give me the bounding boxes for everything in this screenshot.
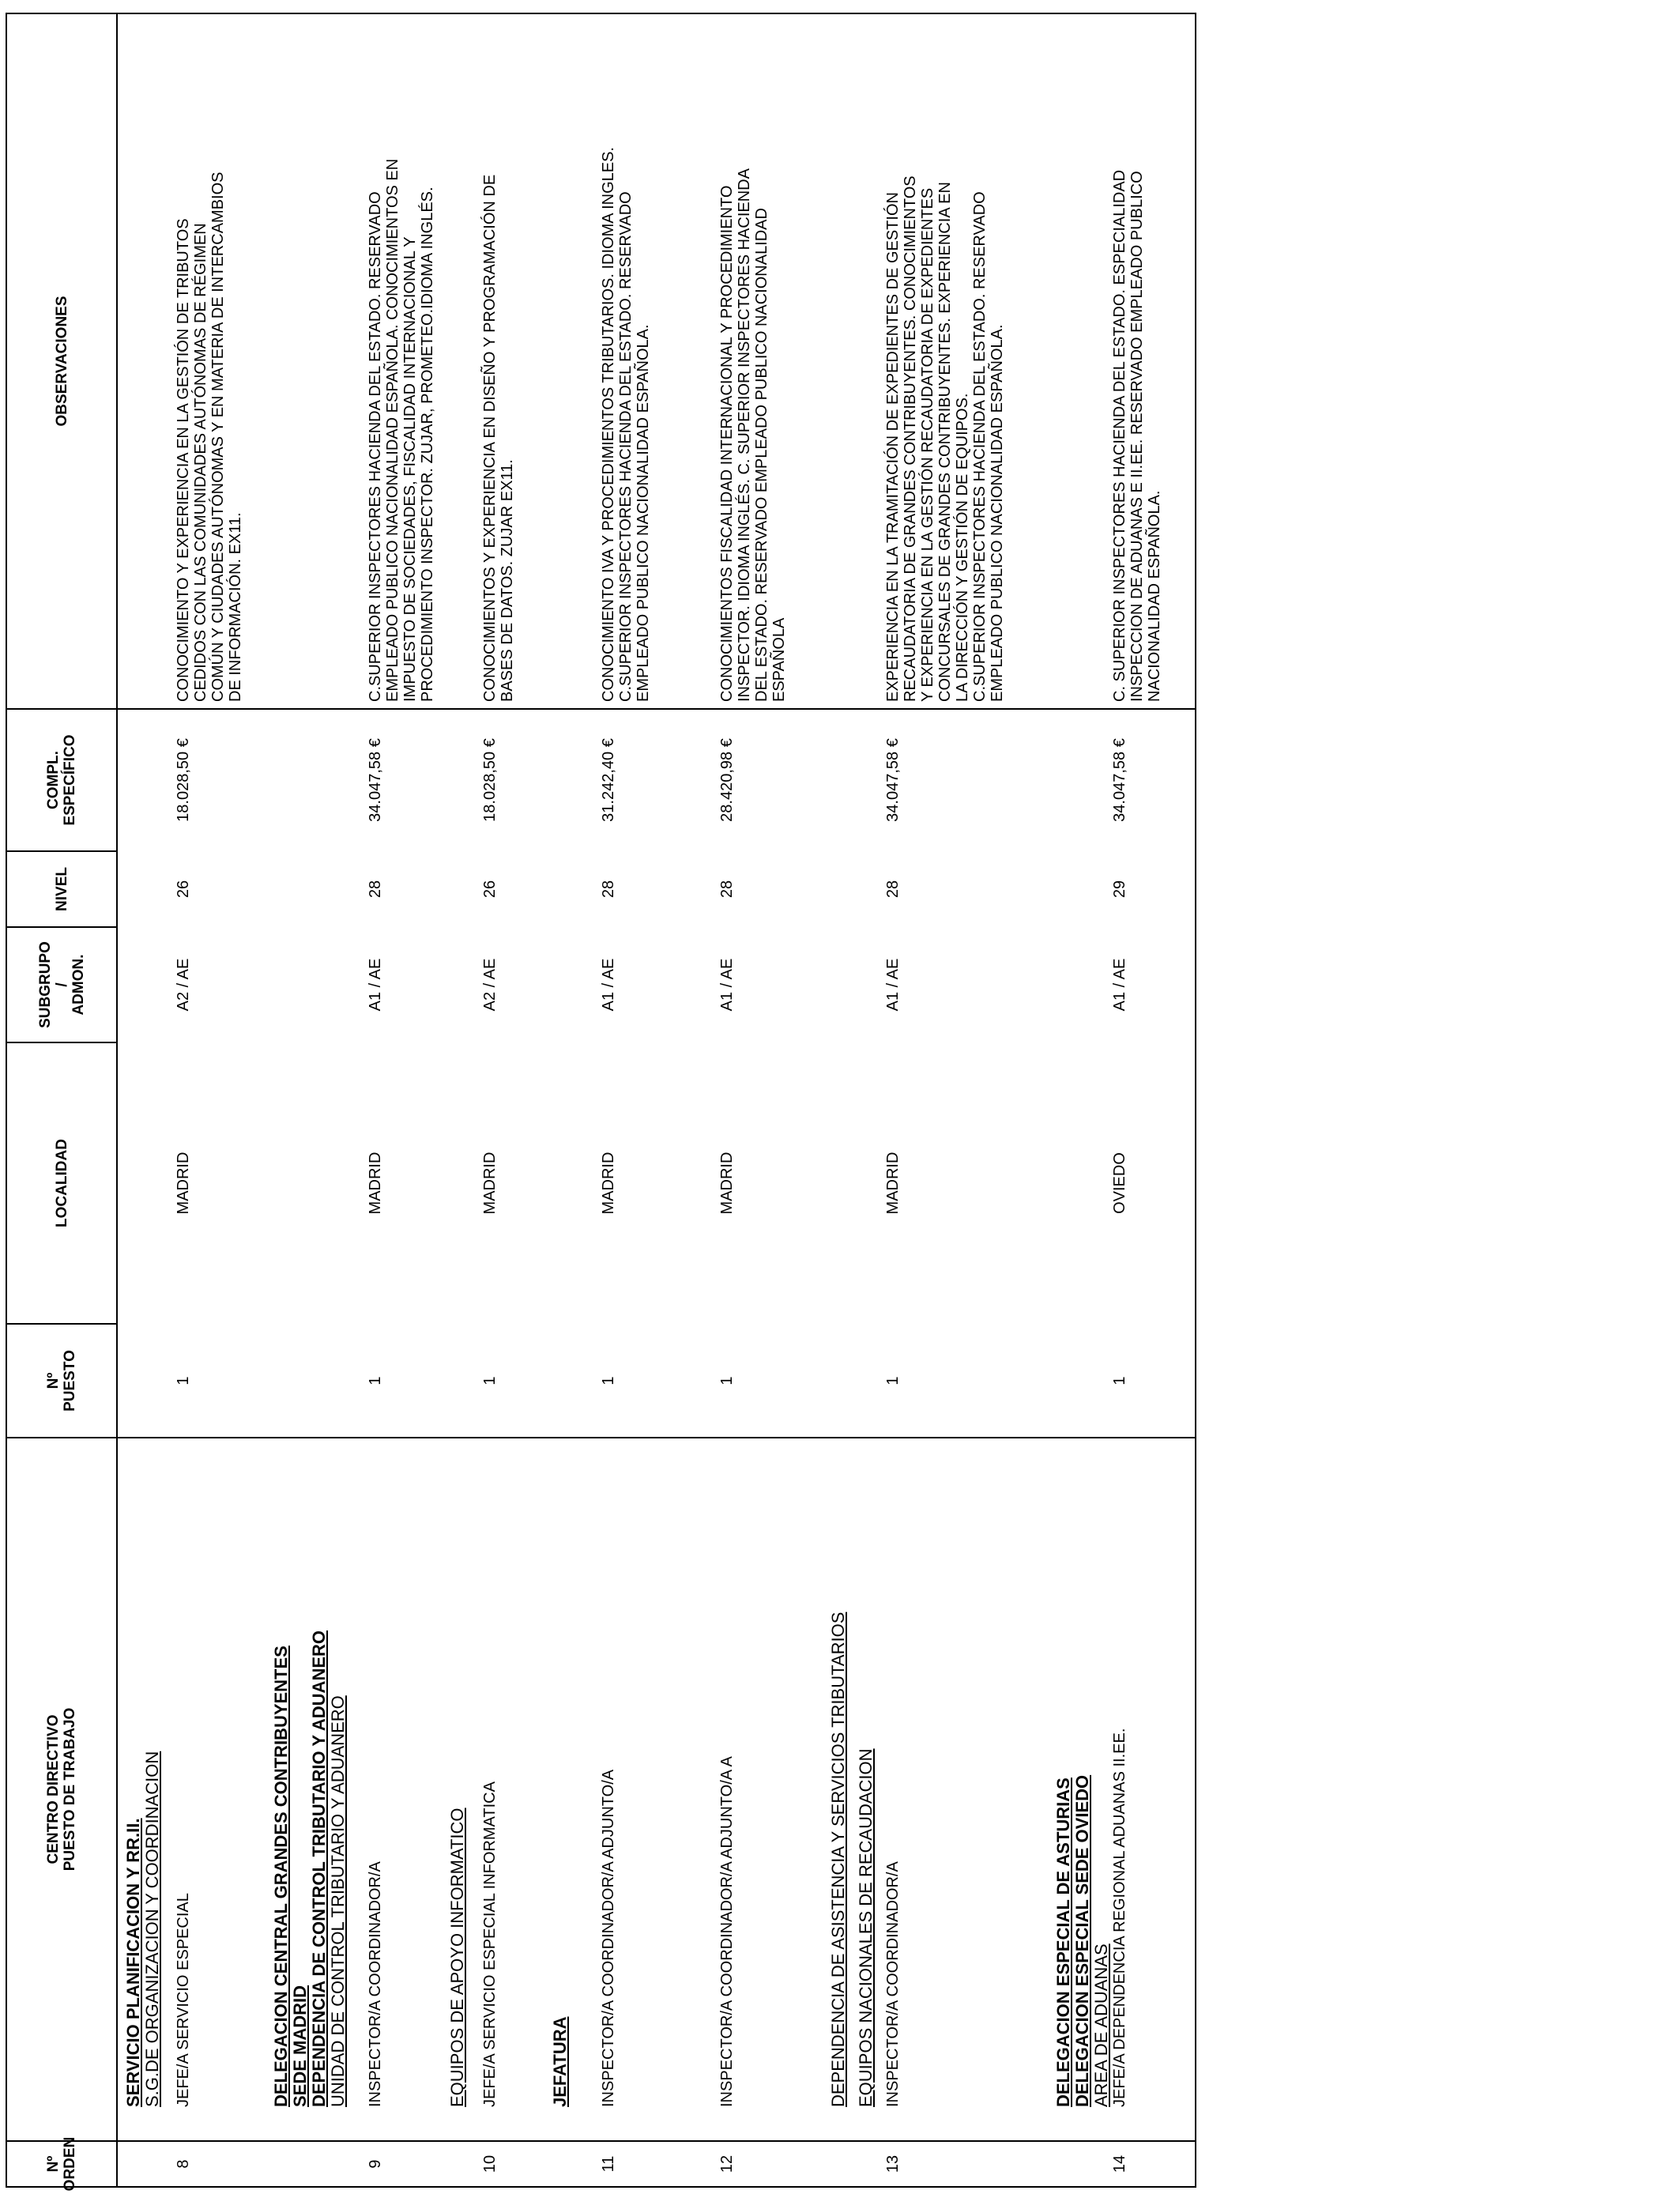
cell-nivel: 28	[718, 880, 736, 899]
col-divider	[7, 926, 116, 928]
section-subheading: S.G.DE ORGANIZACION Y COORDINACION	[142, 1751, 162, 2107]
rotated-page	[6, 13, 1196, 2192]
cell-subgrupo: A1 / AE	[884, 958, 902, 1012]
cell-n-puesto: 1	[175, 1376, 192, 1385]
cell-orden: 12	[718, 2154, 736, 2173]
cell-compl: 18.028,50 €	[175, 738, 192, 822]
cell-subgrupo: A2 / AE	[175, 958, 192, 1012]
cell-localidad: MADRID	[600, 1152, 617, 1215]
cell-compl: 34.047,58 €	[367, 738, 384, 822]
section-heading: DELEGACION ESPECIAL DE ASTURIAS	[1053, 1777, 1073, 2107]
header-divider	[116, 14, 118, 2186]
cell-orden: 13	[884, 2154, 902, 2173]
section-heading: DELEGACION CENTRAL GRANDES CONTRIBUYENTES	[271, 1646, 291, 2107]
cell-nivel: 28	[884, 880, 902, 899]
cell-n-puesto: 1	[1111, 1376, 1128, 1385]
cell-compl: 18.028,50 €	[481, 738, 499, 822]
cell-compl: 34.047,58 €	[1111, 738, 1128, 822]
cell-nivel: 26	[175, 880, 192, 899]
cell-compl: 34.047,58 €	[884, 738, 902, 822]
cell-localidad: MADRID	[367, 1152, 384, 1215]
section-heading: SERVICIO PLANIFICACION Y RR.II.	[123, 1818, 143, 2107]
header-puesto: Nº PUESTO	[45, 1350, 78, 1412]
cell-orden: 9	[367, 2159, 384, 2169]
cell-nivel: 28	[367, 880, 384, 899]
cell-observaciones: EXPERIENCIA EN LA TRAMITACIÓN DE EXPEDIENTES DE GESTIÓN RECAUDATORIA DE GRANDES CONTRIBUYENTES. CONOCIMIENTOS Y EXPERIENCIA EN LA GESTIÓN RECAUDATORIA DE EXPEDIENTES CONCURSALES DE GRANDES CONTRIBUYENTES. EXPERIENCIA EN LA DIRECCIÓN Y GESTIÓN DE EQUIPOS. C.SUPERIOR INSPECTORES HACIENDA DEL ESTADO. RESERVADO EMPLEADO PUBLICO NACIONALIDAD ESPAÑOLA.	[884, 175, 1006, 702]
cell-puesto-trabajo: JEFE/A DEPENDENCIA REGIONAL ADUANAS II.EE.	[1111, 1728, 1128, 2107]
cell-subgrupo: A1 / AE	[367, 958, 384, 1012]
cell-observaciones: CONOCIMIENTO IVA Y PROCEDIMIENTOS TRIBUTARIOS. IDIOMA INGLES. C.SUPERIOR INSPECTORES HACIENDA DEL ESTADO. RESERVADO EMPLEADO PUBLICO NACIONALIDAD ESPAÑOLA.	[600, 147, 652, 702]
cell-observaciones: C. SUPERIOR INSPECTORES HACIENDA DEL ESTADO. ESPECIALIDAD INSPECCION DE ADUANAS E II.EE. RESERVADO EMPLEADO PUBLICO NACIONALIDAD ESPAÑOLA.	[1111, 169, 1163, 702]
cell-puesto-trabajo: JEFE/A SERVICIO ESPECIAL	[175, 1893, 192, 2107]
cell-nivel: 29	[1111, 880, 1128, 899]
cell-puesto-trabajo: INSPECTOR/A COORDINADOR/A ADJUNTO/A	[600, 1769, 617, 2107]
header-orden: Nº ORDEN	[45, 2136, 78, 2192]
cell-n-puesto: 1	[718, 1376, 736, 1385]
header-observaciones: OBSERVACIONES	[53, 296, 70, 427]
cell-localidad: MADRID	[175, 1152, 192, 1215]
cell-observaciones: CONOCIMIENTOS Y EXPERIENCIA EN DISEÑO Y PROGRAMACIÓN DE BASES DE DATOS. ZUJAR EX11.	[481, 174, 516, 702]
header-compl: COMPL. ESPECÍFICO	[45, 734, 78, 826]
section-subheading: DEPENDENCIA DE ASISTENCIA Y SERVICIOS TRIBUTARIOS	[828, 1612, 848, 2107]
col-divider	[7, 1323, 116, 1325]
cell-localidad: MADRID	[481, 1152, 499, 1215]
section-heading: JEFATURA	[550, 2016, 570, 2107]
cell-orden: 11	[600, 2155, 617, 2173]
header-subgrupo: SUBGRUPO / ADMON.	[36, 941, 87, 1028]
cell-localidad: OVIEDO	[1111, 1152, 1128, 1214]
cell-puesto-trabajo: INSPECTOR/A COORDINADOR/A	[367, 1861, 384, 2107]
section-subheading: AREA DE ADUANAS	[1091, 1943, 1111, 2107]
cell-subgrupo: A1 / AE	[1111, 958, 1128, 1012]
header-nivel: NIVEL	[53, 867, 70, 911]
cell-nivel: 26	[481, 880, 499, 899]
col-divider	[7, 850, 116, 852]
col-divider	[7, 1437, 1195, 1438]
cell-subgrupo: A1 / AE	[718, 958, 736, 1012]
section-subheading: EQUIPOS NACIONALES DE RECAUDACION	[856, 1748, 876, 2107]
positions-table	[6, 13, 1196, 2192]
cell-observaciones: CONOCIMIENTO Y EXPERIENCIA EN LA GESTIÓN DE TRIBUTOS CEDIDOS CON LAS COMUNIDADES AUTÓNOMAS DE RÉGIMEN COMÚN Y CIUDADES AUTÓNOMAS Y EN MATERIA DE INTERCAMBIOS DE INFORMACIÓN. EX11.	[175, 172, 244, 702]
section-heading: DEPENDENCIA DE CONTROL TRIBUTARIO Y ADUANERO	[309, 1630, 329, 2107]
header-localidad: LOCALIDAD	[53, 1139, 70, 1227]
header-centro: CENTRO DIRECTIVO PUESTO DE TRABAJO	[45, 1707, 78, 1872]
cell-n-puesto: 1	[367, 1376, 384, 1385]
cell-subgrupo: A2 / AE	[481, 958, 499, 1012]
cell-orden: 8	[175, 2159, 192, 2169]
cell-localidad: MADRID	[884, 1152, 902, 1215]
cell-observaciones: C.SUPERIOR INSPECTORES HACIENDA DEL ESTADO. RESERVADO EMPLEADO PUBLICO NACIONALIDAD ESPAÑOLA. CONOCIMIENTOS EN IMPUESTO DE SOCIEDADES, FISCALIDAD INTERNACIONAL Y PROCEDIMIENTO INSPECTOR. ZUJAR, PROMETEO.IDIOMA INGLÉS.	[367, 158, 436, 702]
cell-n-puesto: 1	[600, 1376, 617, 1385]
cell-observaciones: CONOCIMIENTOS FISCALIDAD INTERNACIONAL Y PROCEDIMIENTO INSPECTOR. IDIOMA INGLÉS. C. SUPERIOR INSPECTORES HACIENDA DEL ESTADO. RESERVADO EMPLEADO PUBLICO NACIONALIDAD ESPAÑOLA	[718, 168, 788, 702]
cell-puesto-trabajo: INSPECTOR/A COORDINADOR/A	[884, 1861, 902, 2107]
section-subheading: UNIDAD DE CONTROL TRIBUTARIO Y ADUANERO	[328, 1695, 348, 2107]
cell-compl: 28.420,98 €	[718, 738, 736, 822]
cell-nivel: 28	[600, 880, 617, 899]
cell-orden: 14	[1111, 2154, 1128, 2173]
section-subheading: EQUIPOS DE APOYO INFORMATICO	[447, 1808, 467, 2107]
col-divider	[7, 1042, 116, 1043]
section-heading: SEDE MADRID	[290, 1985, 310, 2107]
cell-n-puesto: 1	[481, 1376, 499, 1385]
cell-localidad: MADRID	[718, 1152, 736, 1215]
section-heading: DELEGACION ESPECIAL SEDE OVIEDO	[1072, 1774, 1092, 2107]
cell-orden: 10	[481, 2154, 499, 2173]
cell-n-puesto: 1	[884, 1376, 902, 1385]
cell-puesto-trabajo: JEFE/A SERVICIO ESPECIAL INFORMATICA	[481, 1781, 499, 2107]
cell-compl: 31.242,40 €	[600, 738, 617, 822]
table-header	[7, 14, 116, 2192]
cell-subgrupo: A1 / AE	[600, 958, 617, 1012]
cell-puesto-trabajo: INSPECTOR/A COORDINADOR/A ADJUNTO/A A	[718, 1756, 736, 2107]
